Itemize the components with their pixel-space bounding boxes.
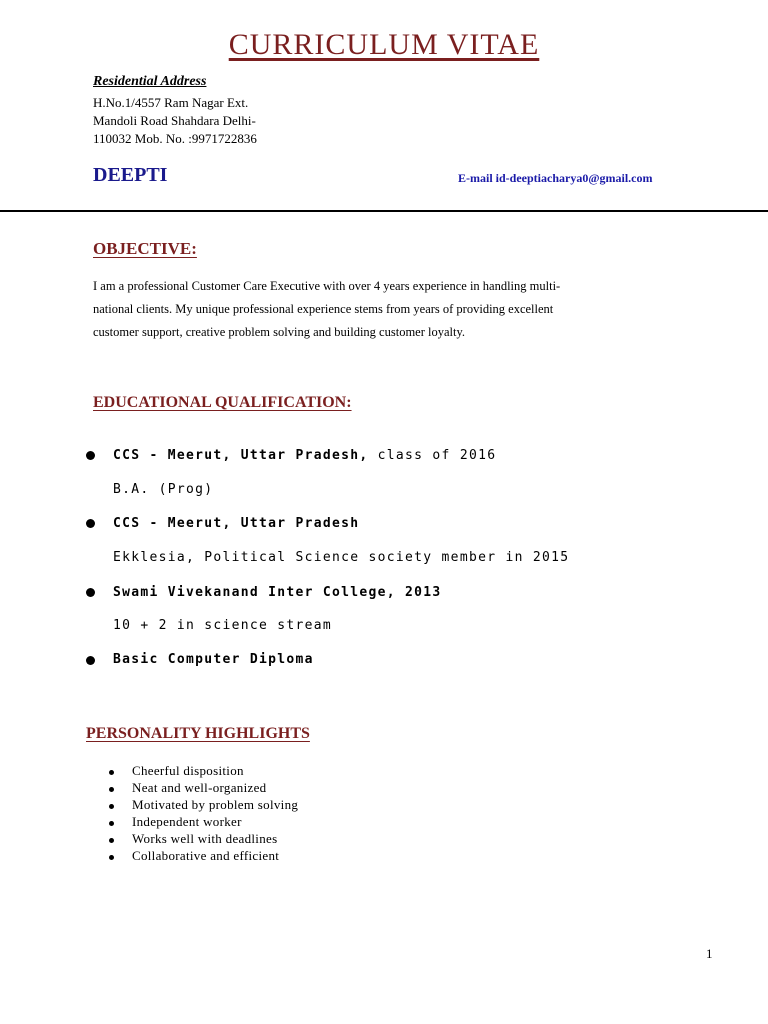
bullet-icon: [86, 588, 95, 597]
education-item-title: Swami Vivekanand Inter College, 2013: [113, 585, 442, 600]
personality-item: Collaborative and efficient: [132, 848, 280, 863]
bullet-icon: [109, 787, 114, 792]
bullet-icon: [86, 656, 95, 665]
header-divider: [0, 210, 768, 212]
bullet-icon: [109, 821, 114, 826]
education-item-title: CCS - Meerut, Uttar Pradesh, class of 2016: [113, 448, 497, 463]
bullet-icon: [109, 838, 114, 843]
education-item-detail: 10 + 2 in science stream: [113, 618, 333, 633]
personality-item: Motivated by problem solving: [132, 797, 299, 812]
bullet-icon: [86, 451, 95, 460]
objective-line: national clients. My unique professional experience stems from years of providing excellent: [93, 302, 554, 316]
bullet-icon: [109, 804, 114, 809]
personality-item: Works well with deadlines: [132, 831, 278, 846]
objective-line: I am a professional Customer Care Executive with over 4 years experience in handling multi-: [93, 279, 561, 293]
personality-item: Neat and well-organized: [132, 780, 267, 795]
bullet-icon: [109, 770, 114, 775]
education-item-title: Basic Computer Diploma: [113, 652, 314, 667]
email-address[interactable]: E-mail id-deeptiacharya0@gmail.com: [458, 171, 653, 185]
personality-item: Independent worker: [132, 814, 242, 829]
bullet-icon: [109, 855, 114, 860]
candidate-name: DEEPTI: [93, 164, 168, 186]
address-label: Residential Address: [93, 74, 207, 89]
address-line: 110032 Mob. No. :9971722836: [93, 131, 257, 146]
education-item-detail: B.A. (Prog): [113, 482, 214, 497]
address-line: Mandoli Road Shahdara Delhi-: [93, 113, 256, 128]
education-heading: EDUCATIONAL QUALIFICATION:: [93, 394, 352, 411]
objective-line: customer support, creative problem solving and building customer loyalty.: [93, 325, 466, 339]
education-item-detail: Ekklesia, Political Science society member in 2015: [113, 550, 570, 565]
page-number: 1: [706, 946, 713, 961]
bullet-icon: [86, 519, 95, 528]
document-title: CURRICULUM VITAE: [228, 28, 540, 61]
education-item-title: CCS - Meerut, Uttar Pradesh: [113, 516, 360, 531]
address-line: H.No.1/4557 Ram Nagar Ext.: [93, 95, 249, 110]
personality-item: Cheerful disposition: [132, 763, 244, 778]
objective-heading: OBJECTIVE:: [93, 239, 197, 258]
personality-heading: PERSONALITY HIGHLIGHTS: [86, 725, 310, 742]
